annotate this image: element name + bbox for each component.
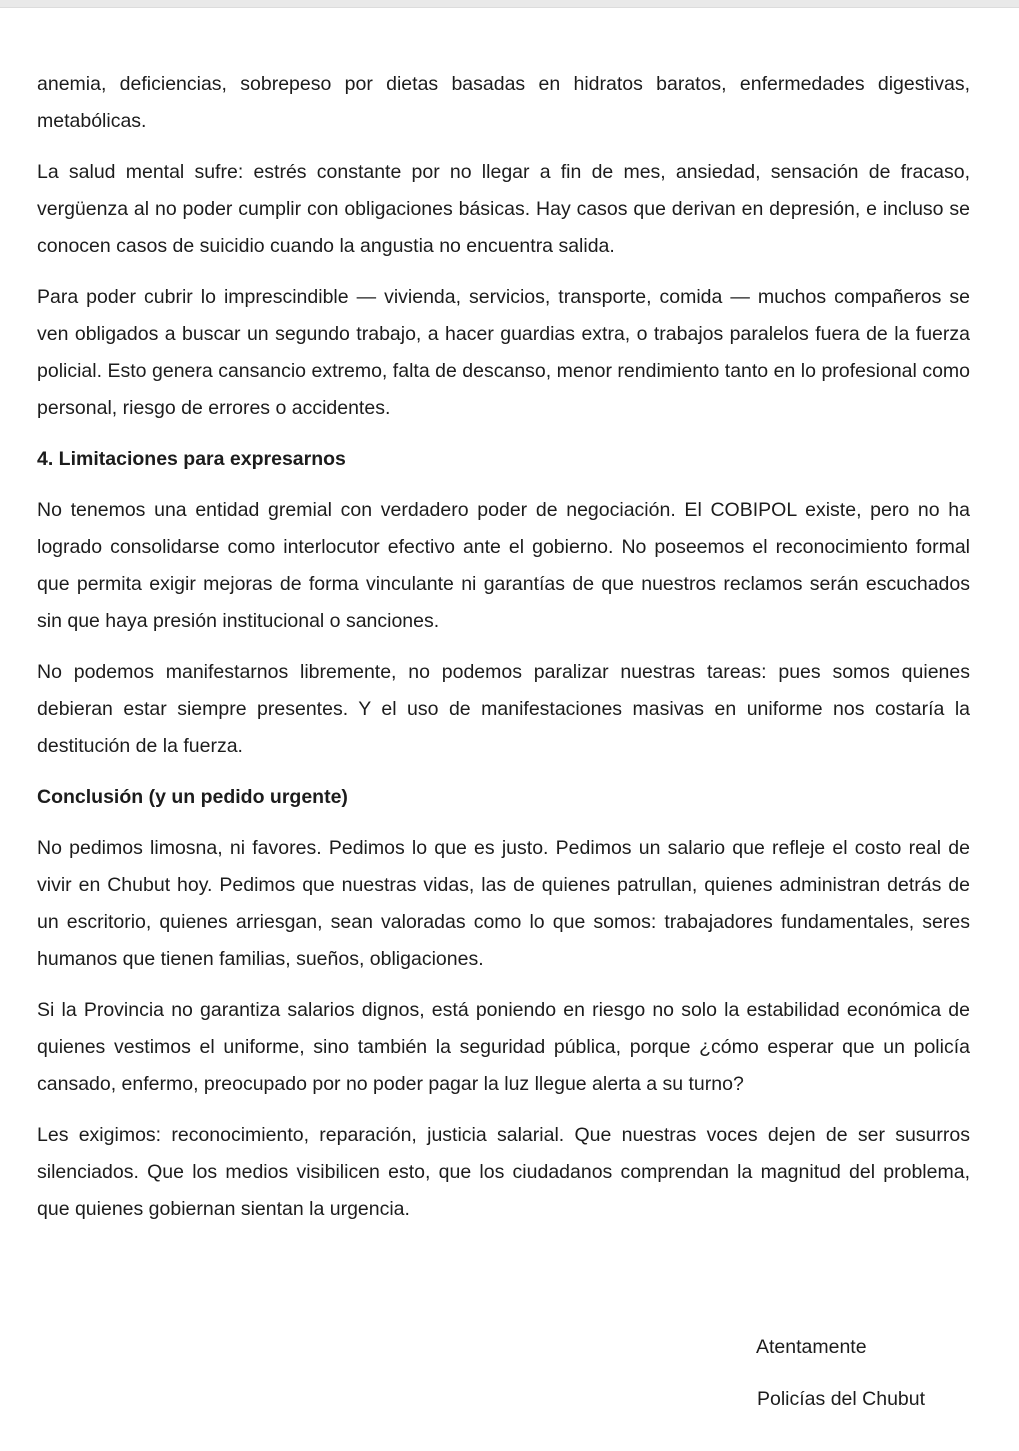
paragraph-demands: No pedimos limosna, ni favores. Pedimos lo que es justo. Pedimos un salario que refleje el costo real de vivir en Chubut hoy. Pedimos que nuestras vidas, las de quienes patrullan, quienes administran detrás de un escritorio, quienes arriesgan, sean valoradas como lo que somos: trabajadores fundamentales, seres humanos que tienen familias, sueños, obligaciones. bbox=[37, 837, 970, 970]
document-body bbox=[37, 66, 970, 1242]
paragraph-final-demands: Les exigimos: reconocimiento, reparación, justicia salarial. Que nuestras voces dejen de ser susurros silenciados. Que los medios visibilicen esto, que los ciudadanos comprendan la magnitud del problema, que quienes gobiernan sientan la urgencia. bbox=[37, 1124, 970, 1220]
paragraph-mental-health: La salud mental sufre: estrés constante por no llegar a fin de mes, ansiedad, sensación de fracaso, vergüenza al no poder cumplir con obligaciones básicas. Hay casos que derivan en depresión, e incluso se conocen casos de suicidio cuando la angustia no encuentra salida. bbox=[37, 161, 970, 257]
paragraph-health-effects: anemia, deficiencias, sobrepeso por dietas basadas en hidratos baratos, enfermedades digestivas, metabólicas. bbox=[37, 73, 970, 132]
paragraph-second-jobs: Para poder cubrir lo imprescindible — vivienda, servicios, transporte, comida — muchos compañeros se ven obligados a buscar un segundo trabajo, a hacer guardias extra, o trabajos paralelos fuera de la fuerza policial. Esto genera cansancio extremo, falta de descanso, menor rendimiento tanto en lo profesional como personal, riesgo de errores o accidentes. bbox=[37, 286, 970, 419]
paragraph-public-safety: Si la Provincia no garantiza salarios dignos, está poniendo en riesgo no solo la estabilidad económica de quienes vestimos el uniforme, sino también la seguridad pública, porque ¿cómo esperar que un policía cansado, enfermo, preocupado por no poder pagar la luz llegue alerta a su turno? bbox=[37, 999, 970, 1095]
paragraph-union: No tenemos una entidad gremial con verdadero poder de negociación. El COBIPOL existe, pero no ha logrado consolidarse como interlocutor efectivo ante el gobierno. No poseemos el reconocimiento formal que permita exigir mejoras de forma vinculante ni garantías de que nuestros reclamos serán escuchados sin que haya presión institucional o sanciones. bbox=[37, 499, 970, 632]
section-heading-conclusion: Conclusión (y un pedido urgente) bbox=[37, 786, 348, 808]
top-bar bbox=[0, 0, 1019, 8]
signature: Policías del Chubut bbox=[757, 1388, 926, 1410]
paragraph-protest: No podemos manifestarnos libremente, no podemos paralizar nuestras tareas: pues somos quienes debieran estar siempre presentes. Y el uso de manifestaciones masivas en uniforme nos costaría la destitución de la fuerza. bbox=[37, 661, 970, 757]
section-heading-limitations: 4. Limitaciones para expresarnos bbox=[37, 448, 346, 470]
closing-salutation: Atentamente bbox=[756, 1336, 867, 1358]
